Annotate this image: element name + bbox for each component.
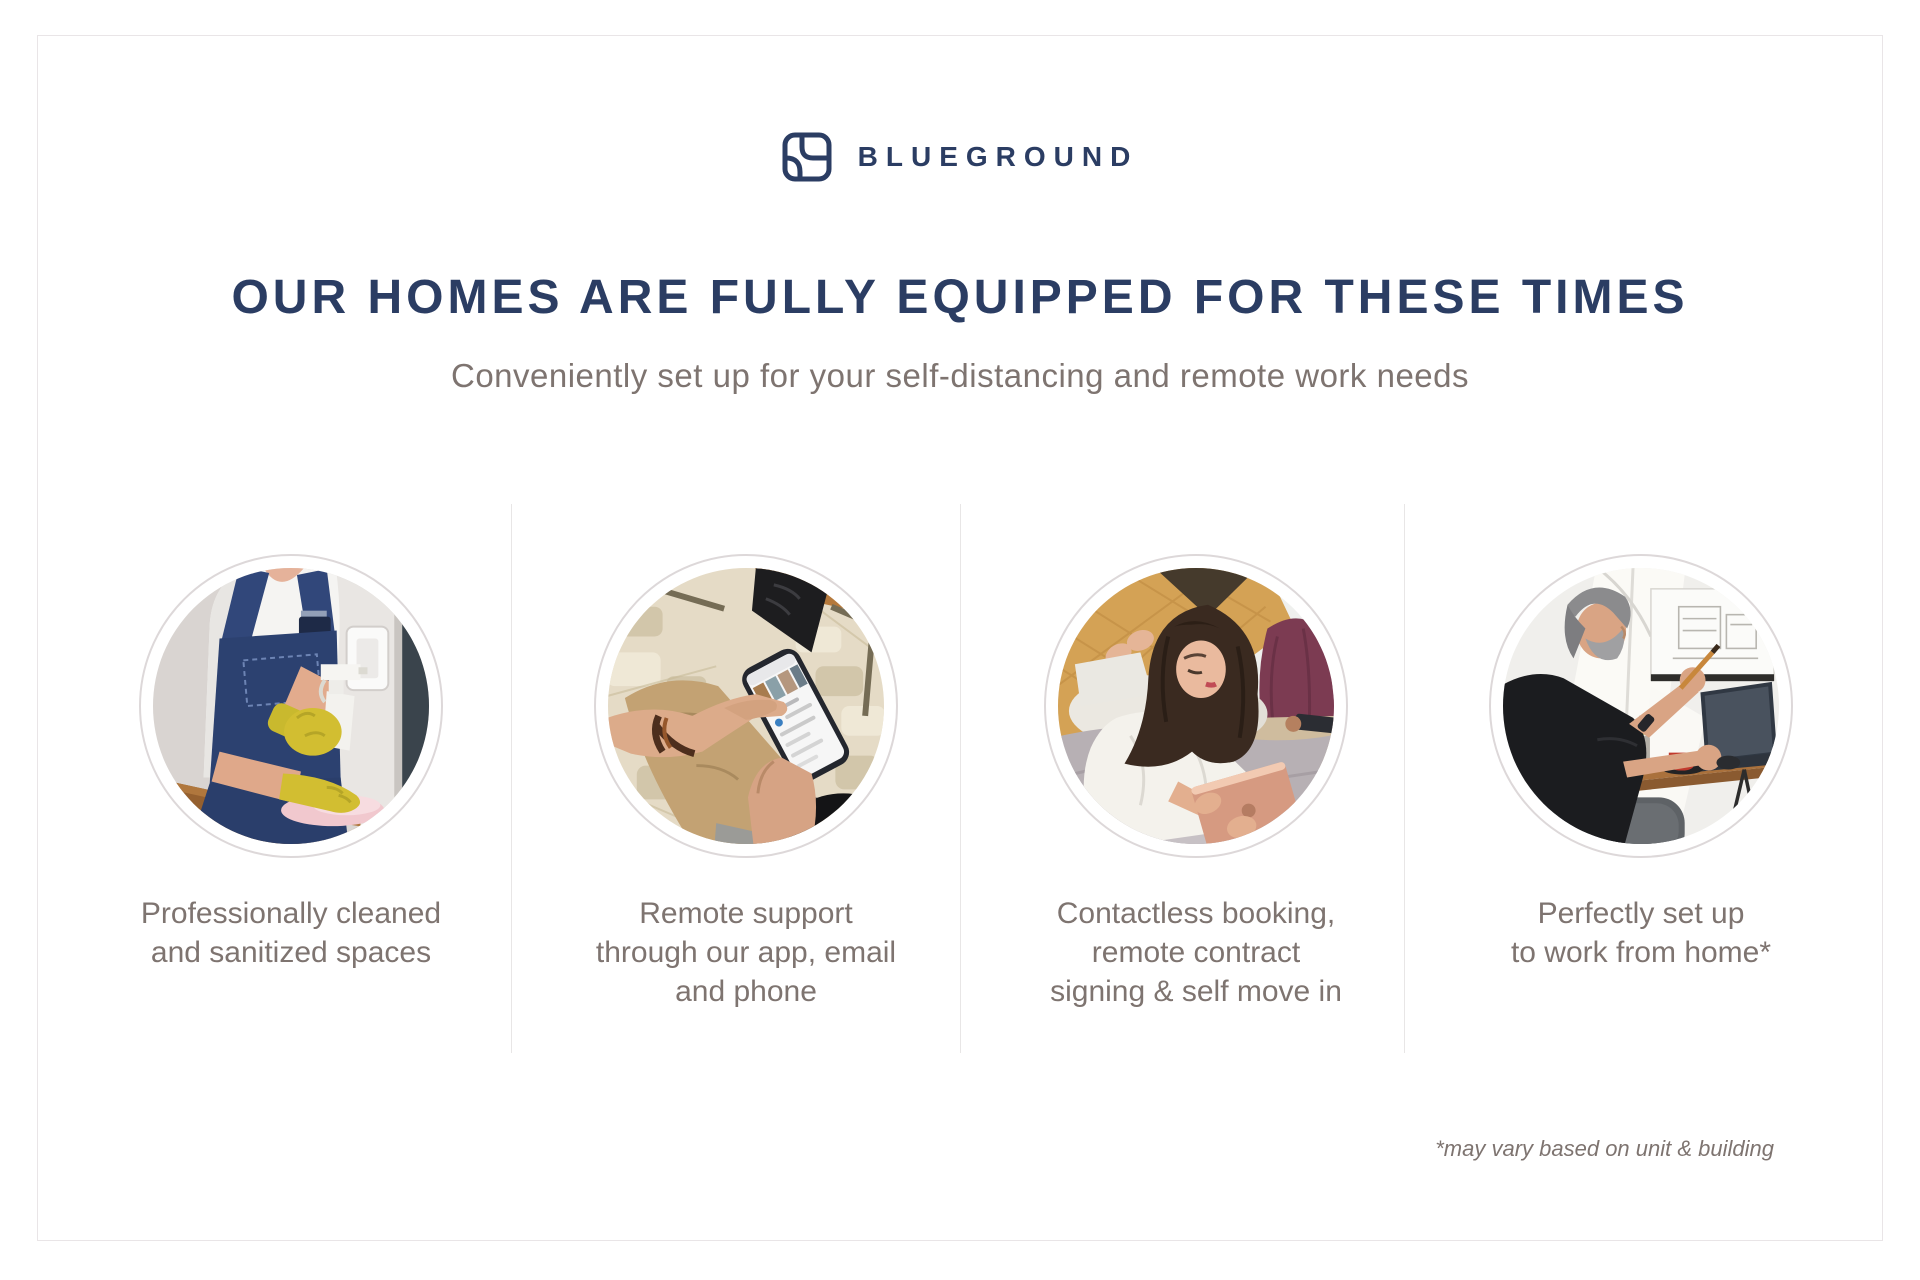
feature-photo-ring — [1489, 554, 1793, 858]
feature-caption-line: Perfectly set up — [1537, 897, 1745, 930]
feature-caption — [1421, 894, 1861, 972]
feature-caption — [976, 894, 1416, 1011]
blueground-window-icon — [782, 132, 832, 182]
feature-caption-line: Contactless booking, — [1056, 897, 1336, 930]
feature-photo-ring — [594, 554, 898, 858]
page-subtitle: Conveniently set up for your self-distancing and remote work needs — [450, 357, 1470, 394]
feature-photo-ring — [139, 554, 443, 858]
brand-name: BLUEGROUND — [857, 141, 1139, 172]
feature-caption-line: signing & self move in — [1050, 975, 1342, 1008]
feature-caption — [526, 894, 966, 1011]
woman-on-bed-with-tablet-photo — [1057, 567, 1335, 845]
column-divider — [511, 504, 512, 1053]
feature-caption-line: remote contract — [1091, 936, 1301, 969]
page-title: OUR HOMES ARE FULLY EQUIPPED FOR THESE TIMES — [231, 271, 1689, 324]
footnote: *may vary based on unit & building — [1435, 1136, 1774, 1161]
feature-caption-line: Professionally cleaned — [140, 897, 442, 930]
feature-photo-ring — [1044, 554, 1348, 858]
feature-remote-support — [526, 554, 966, 1011]
hands-using-app-on-phone-photo — [607, 567, 885, 845]
feature-caption-line: Remote support — [639, 897, 853, 930]
feature-caption-line: through our app, email — [595, 936, 897, 969]
feature-work-from-home — [1421, 554, 1861, 972]
feature-cleaning — [71, 554, 511, 972]
feature-caption — [71, 894, 511, 972]
man-working-at-home-desk-photo — [1502, 567, 1780, 845]
brand-logo — [38, 132, 1882, 182]
feature-contactless — [976, 554, 1416, 1011]
content-card — [37, 35, 1883, 1241]
cleaner-sanitizing-surface-photo — [152, 567, 430, 845]
feature-caption-line: and sanitized spaces — [150, 936, 432, 969]
feature-caption-line: and phone — [675, 975, 817, 1008]
feature-caption-line: to work from home* — [1510, 936, 1772, 969]
